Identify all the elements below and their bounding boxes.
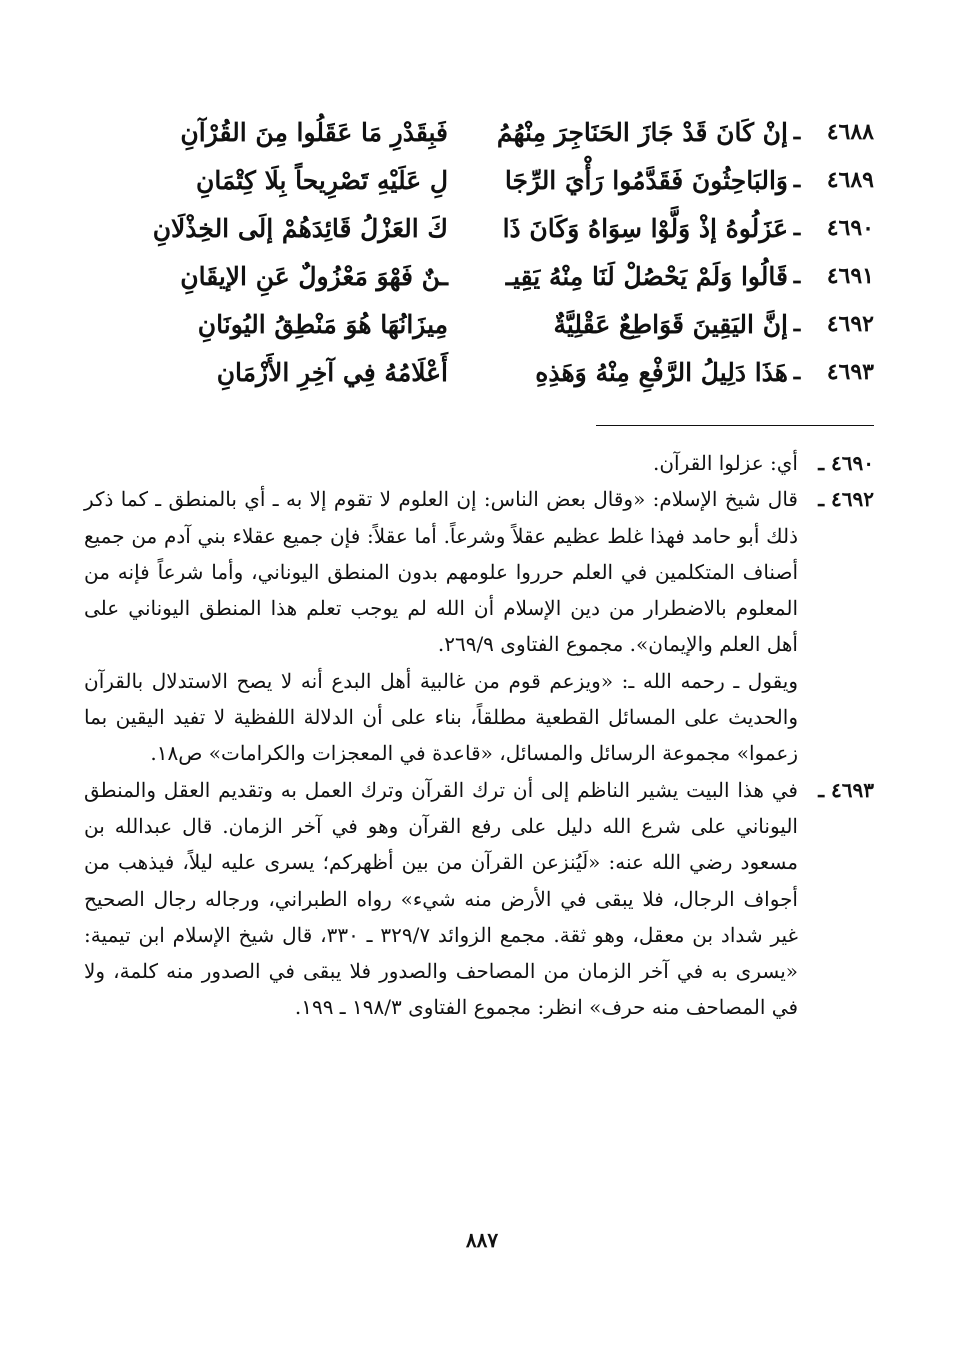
page-number: ٨٨٧	[465, 1228, 499, 1252]
verse-dash: ـ	[793, 359, 801, 385]
verse-number: ٤٦٩٠	[826, 215, 874, 241]
verse-number: ٤٦٩٢	[826, 311, 874, 337]
verse-second-hemistich: ـنٌ فَهْوَ مَعْزُولٌ عَنِ الإيقَانِ	[180, 261, 448, 291]
verse-dash: ـ	[793, 215, 801, 241]
verse-second-hemistich: كَ العَزْلُ قَائِدَهُمْ إلَى الخِذْلَانِ	[152, 213, 448, 243]
verse-first-hemistich: هَذَا دَلِيلُ الرَّفْعِ مِنْهُ وَهَذِهِ	[535, 357, 788, 387]
verse-number: ٤٦٨٨	[826, 119, 874, 145]
verse-4688	[84, 108, 874, 156]
verse-number: ٤٦٩١	[826, 263, 874, 289]
verse-4692	[84, 300, 874, 348]
footnote-number: ٤٦٩٠ ـ	[818, 451, 874, 475]
footnote-number: ٤٦٩٢ ـ	[818, 487, 874, 512]
poem-verses	[84, 108, 874, 396]
verse-first-hemistich: قَالُوا وَلَمْ يَحْصُلْ لَنَا مِنْهُ يَقِيـ	[505, 261, 788, 291]
verse-number: ٤٦٨٩	[826, 167, 874, 193]
footnote-4693	[84, 772, 874, 1026]
footnotes	[84, 445, 874, 1026]
verse-4690	[84, 204, 874, 252]
verse-second-hemistich: فَبِقَدْرِ مَا عَقَلُوا مِنَ القُرْآنِ	[180, 117, 448, 147]
verse-4689	[84, 156, 874, 204]
verse-second-hemistich: لِ عَلَيْهِ تَصْرِيحاً بِلَا كِتْمَانِ	[195, 165, 448, 195]
footnote-4692	[84, 481, 874, 771]
verse-4691	[84, 252, 874, 300]
footnote-separator	[596, 425, 874, 426]
verse-dash: ـ	[793, 263, 801, 289]
footnote-text: في هذا البيت يشير الناظم إلى أن ترك القرآن وترك العمل به وتقديم العقل والمنطق اليوناني على شرع الله دليل على رفع القرآن وهو في آخر الزمان. قال عبدالله بن مسعود رضي الله عنه: «لَيُنزعن القرآن من بين أظهركم؛ يسرى عليه ليلاً، فيذهب من أجواف الرجال، فلا يبقى في الأرض منه شيء» رواه الطبراني، ورجاله رجال الصحيح غير شداد بن معقل، وهو ثقة. مجمع الزوائد ٣٢٩/٧ ـ ٣٣٠، قال شيخ الإسلام ابن تيمية: «يسرى به في آخر الزمان من المصاحف والصدور فلا يبقى في الصدور منه كلمة، ولا في المصاحف منه حرف» انظر: مجموع الفتاوى ١٩٨/٣ ـ ١٩٩.	[84, 777, 799, 1020]
verse-dash: ـ	[793, 167, 801, 193]
verse-dash: ـ	[793, 311, 801, 337]
footnote-paragraph: قال شيخ الإسلام: «وقال بعض الناس: إن العلوم لا تقوم إلا به ـ أي بالمنطق ـ كما ذكر ذلك أبو حامد فهذا غلط عظيم عقلاً وشرعاً. أما عقلاً: فإن جميع عقلاء بني آدم من جميع أصناف المتكلمين في العلم حرروا علومهم بدون المنطق اليوناني، وأما شرعاً فإنه من المعلوم بالاضطرار من دين الإسلام أن الله لم يوجب تعلم هذا المنطق اليوناني على أهل العلم والإيمان». مجموع الفتاوى ٢٦٩/٩.	[84, 487, 798, 657]
verse-first-hemistich: إنَّ اليَقِينَ قَوَاطِعٌ عَقْلِيَّةٌ	[553, 309, 788, 339]
verse-4693	[84, 348, 874, 396]
footnote-4690	[84, 445, 874, 481]
verse-second-hemistich: مِيزَانُهَا هُوَ مَنْطِقُ اليُونَانِ	[197, 309, 448, 339]
verse-number: ٤٦٩٣	[826, 359, 874, 385]
footnote-text: أي: عزلوا القرآن.	[652, 451, 798, 475]
verse-first-hemistich: وَالبَاحِثُونَ فَقَدَّمُوا رَأْيَ الرِّجَا	[504, 165, 788, 195]
verse-first-hemistich: إنْ كَانَ قَدْ جَازَ الحَنَاجِرَ مِنْهُمُ	[496, 117, 788, 147]
verse-dash: ـ	[793, 119, 801, 145]
footnote-number: ٤٦٩٣ ـ	[818, 777, 874, 802]
verse-first-hemistich: عَزَلُوهُ إذْ وَلَّوْا سِوَاهُ وَكَانَ ذَا	[502, 213, 788, 243]
footnote-paragraph: ويقول ـ رحمه الله ـ: «ويزعم قوم من غالبية أهل البدع أنه لا يصح الاستدلال بالقرآن والحديث على المسائل القطعية مطلقاً، بناء على أن الدلالة اللفظية لا تفيد اليقين بما زعموا» مجموعة الرسائل والمسائل، «قاعدة في المعجزات والكرامات» ص١٨.	[84, 668, 798, 766]
verse-second-hemistich: أَعْلَامُهُ فِي آخِرِ الأَزْمَانِ	[216, 357, 448, 387]
